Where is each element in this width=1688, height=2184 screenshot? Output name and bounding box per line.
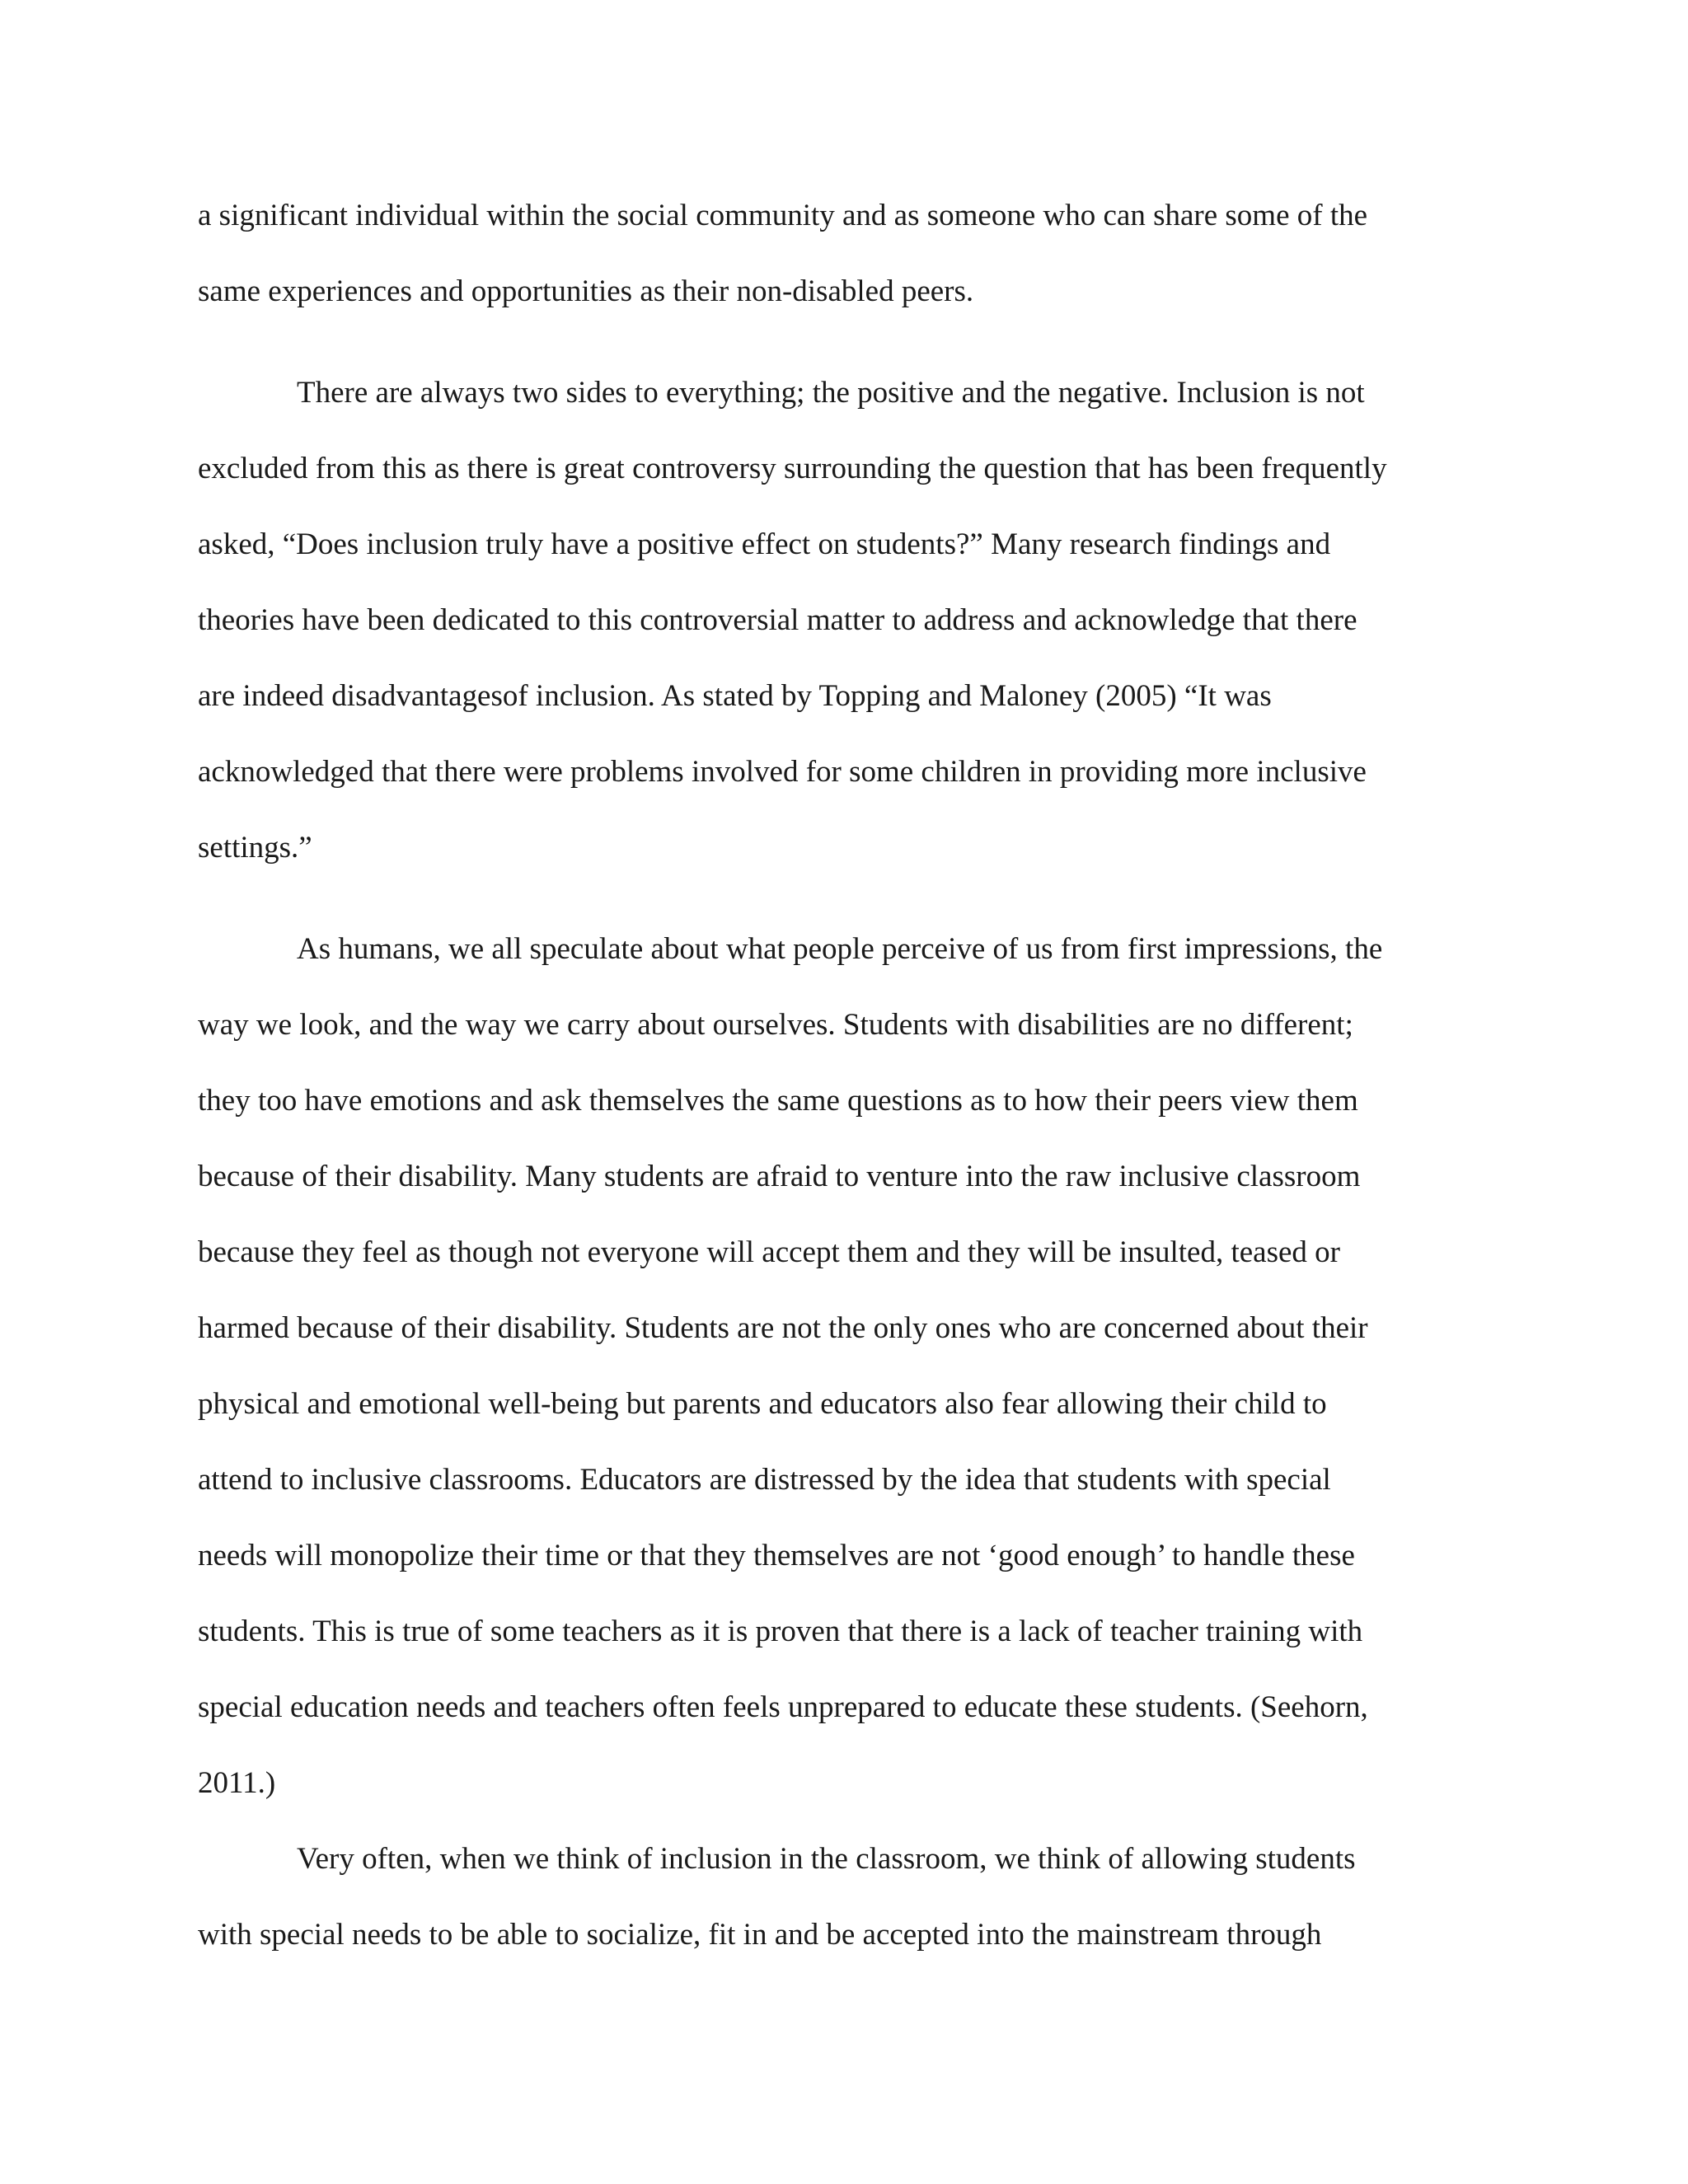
text-line: students. This is true of some teachers as it is proven that there is a lack of teacher training with xyxy=(198,1615,1363,1648)
text-line: attend to inclusive classrooms. Educators are distressed by the idea that students with special xyxy=(198,1463,1331,1497)
text-line: a significant individual within the social community and as someone who can share some of the xyxy=(198,199,1368,232)
text-line: theories have been dedicated to this controversial matter to address and acknowledge that there xyxy=(198,603,1357,637)
text-line: acknowledged that there were problems involved for some children in providing more inclusive xyxy=(198,755,1367,789)
text-line: way we look, and the way we carry about ourselves. Students with disabilities are no different; xyxy=(198,1008,1353,1042)
paragraph-first-line: Very often, when we think of inclusion in the classroom, we think of allowing students xyxy=(297,1842,1356,1876)
paragraph-first-line: There are always two sides to everything; the positive and the negative. Inclusion is not xyxy=(297,376,1365,410)
body-text xyxy=(198,191,1517,1986)
text-line: because of their disability. Many students are afraid to venture into the raw inclusive classroom xyxy=(198,1160,1361,1193)
text-line: excluded from this as there is great controversy surrounding the question that has been frequently xyxy=(198,452,1387,485)
text-line: 2011.) xyxy=(198,1766,276,1800)
text-line: settings.” xyxy=(198,831,312,865)
text-line: with special needs to be able to socialize, fit in and be accepted into the mainstream through xyxy=(198,1918,1322,1952)
text-line: special education needs and teachers often feels unprepared to educate these students. (Seehorn, xyxy=(198,1690,1368,1724)
text-line: because they feel as though not everyone will accept them and they will be insulted, teased or xyxy=(198,1235,1341,1269)
text-line: they too have emotions and ask themselves the same questions as to how their peers view them xyxy=(198,1084,1358,1118)
text-line: harmed because of their disability. Students are not the only ones who are concerned about their xyxy=(198,1311,1368,1345)
text-line: asked, “Does inclusion truly have a positive effect on students?” Many research findings and xyxy=(198,527,1331,561)
text-line: are indeed disadvantagesof inclusion. As stated by Topping and Maloney (2005) “It was xyxy=(198,679,1272,713)
paragraph-first-line: As humans, we all speculate about what people perceive of us from first impressions, the xyxy=(297,932,1383,966)
text-line: needs will monopolize their time or that they themselves are not ‘good enough’ to handle these xyxy=(198,1539,1355,1572)
text-line: physical and emotional well-being but parents and educators also fear allowing their child to xyxy=(198,1387,1327,1421)
text-line: same experiences and opportunities as their non-disabled peers. xyxy=(198,274,974,308)
